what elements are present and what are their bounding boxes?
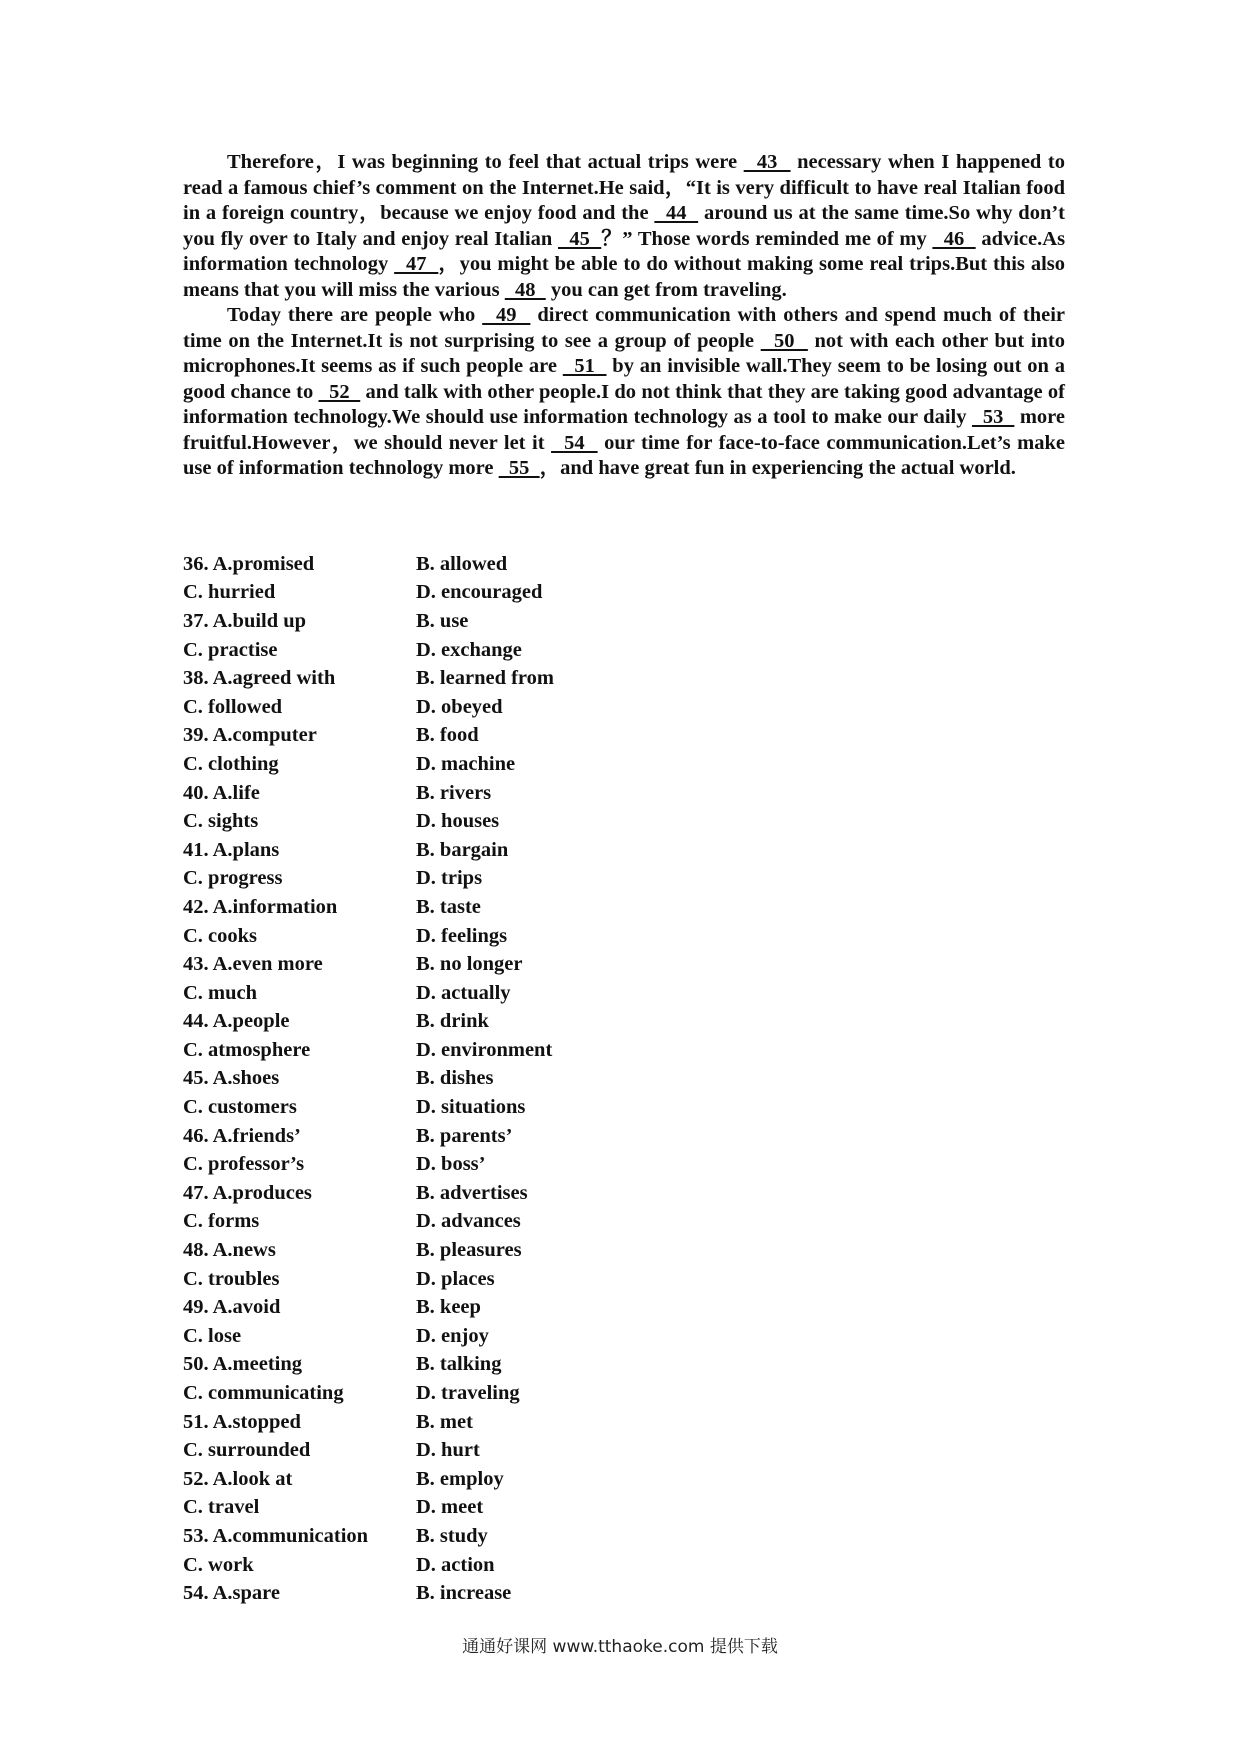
option-right: D. feelings [416,924,508,947]
answer-options [183,550,783,1608]
option-left: 39. A.computer [183,724,317,747]
option-row [183,779,783,808]
option-right: D. obeyed [416,695,503,718]
option-row [183,1093,783,1122]
passage-paragraph-1 [183,150,1065,303]
option-left: 47. A.produces [183,1181,312,1204]
option-row [183,1208,783,1237]
blank-45: 45 [558,227,602,250]
option-right: D. machine [416,752,516,775]
option-row [183,579,783,608]
option-row [183,922,783,951]
passage-text: necessary when I happened to read a famous chief’s comment on the Internet.He said，“It is very difficult to have real Italian food in a foreign country，because we enjoy food and the [183,151,1066,224]
passage-text: our time for face-to-face communication.Let’s make use of information technology more [183,431,1065,479]
option-left: 54. A.spare [183,1582,281,1605]
option-left: C. progress [183,867,283,890]
blank-51: 51 [562,355,607,377]
option-right: B. rivers [416,781,492,804]
option-row [183,1551,783,1580]
option-row [183,1379,783,1408]
option-row [183,1265,783,1294]
option-row [183,865,783,894]
cloze-passage [183,150,1065,482]
blank-54: 54 [551,431,598,454]
option-row [183,693,783,722]
blank-50: 50 [760,329,808,352]
option-left: C. sights [183,810,259,833]
option-row [183,1150,783,1179]
passage-text: and talk with other people.I do not think that they are taking good advantage of information technology.We should use information technology as a tool to make our daily [183,380,1065,428]
option-row [183,807,783,836]
option-left: 36. A.promised [183,552,315,575]
blank-47: 47 [394,253,439,275]
option-row [183,1036,783,1065]
option-row [183,1465,783,1494]
blank-53: 53 [971,406,1015,428]
blank-48: 48 [504,278,546,301]
option-right: D. meet [416,1496,484,1519]
option-row [183,1494,783,1523]
option-left: C. clothing [183,752,279,775]
option-right: B. increase [416,1582,512,1605]
option-right: D. exchange [416,638,522,661]
page-footer: 通通好课网 www.tthaoke.com 提供下载 [462,1637,778,1657]
passage-text: direct communication with others and spend much of their time on the Internet.It is not surprising to see a group of people [183,304,1065,352]
option-right: B. allowed [416,552,508,575]
option-row [183,1179,783,1208]
blank-49: 49 [482,304,531,326]
option-right: B. talking [416,1353,502,1376]
option-left: C. troubles [183,1267,280,1290]
option-right: D. environment [416,1038,553,1061]
blank-46: 46 [932,227,976,250]
option-right: B. use [416,609,469,632]
option-left: C. cooks [183,924,258,947]
option-right: B. advertises [416,1181,528,1204]
option-right: B. study [416,1524,488,1547]
option-left: C. communicating [183,1382,344,1405]
option-row [183,1065,783,1094]
option-left: 37. A.build up [183,609,307,632]
option-left: 52. A.look at [183,1467,293,1490]
option-row [183,1293,783,1322]
option-left: 44. A.people [183,1010,290,1033]
option-right: D. houses [416,810,500,833]
option-right: B. taste [416,895,481,918]
option-right: D. encouraged [416,581,543,604]
option-left: 43. A.even more [183,953,323,976]
passage-text: ，you might be able to do without making some real trips.But this also means that you will miss the various [183,253,1065,301]
option-row [183,1351,783,1380]
option-left: C. atmosphere [183,1038,311,1061]
passage-text: ，and have great fun in experiencing the actual world. [539,457,1016,479]
option-left: 42. A.information [183,895,338,918]
option-right: D. boss’ [416,1153,486,1176]
option-right: B. parents’ [416,1124,513,1147]
option-left: C. professor’s [183,1153,305,1176]
option-left: 41. A.plans [183,838,280,861]
option-row [183,950,783,979]
passage-text: Therefore，I was beginning to feel that actual trips were [227,151,744,173]
option-right: B. pleasures [416,1239,522,1262]
blank-55: 55 [498,457,540,479]
passage-text: advice.As information technology [183,227,1066,275]
option-left: C. followed [183,695,283,718]
option-row [183,1122,783,1151]
option-right: D. trips [416,867,483,890]
option-row [183,664,783,693]
option-row [183,1522,783,1551]
option-row [183,750,783,779]
option-right: B. bargain [416,838,509,861]
option-left: 48. A.news [183,1239,276,1262]
option-right: D. action [416,1553,495,1576]
option-right: B. employ [416,1467,504,1490]
option-left: 38. A.agreed with [183,667,336,690]
option-right: D. advances [416,1210,521,1233]
option-left: 51. A.stopped [183,1410,301,1433]
option-row [183,1436,783,1465]
option-row [183,636,783,665]
option-row [183,1408,783,1437]
option-left: 45. A.shoes [183,1067,280,1090]
option-right: D. traveling [416,1382,520,1405]
option-row [183,550,783,579]
option-right: D. enjoy [416,1324,489,1347]
blank-52: 52 [318,380,361,403]
passage-text: Today there are people who [227,304,483,326]
option-right: B. keep [416,1296,481,1319]
option-left: C. travel [183,1496,260,1519]
option-left: 40. A.life [183,781,260,804]
option-left: C. work [183,1553,254,1576]
option-left: C. lose [183,1324,242,1347]
option-right: B. food [416,724,479,747]
option-row [183,893,783,922]
option-left: C. forms [183,1210,260,1233]
option-left: C. much [183,981,258,1004]
option-left: 53. A.communication [183,1524,369,1547]
option-row [183,1236,783,1265]
option-right: D. places [416,1267,495,1290]
passage-text: by an invisible wall.They seem to be losing out on a good chance to [183,355,1065,403]
option-row [183,1579,783,1608]
option-row [183,1322,783,1351]
option-left: C. customers [183,1096,297,1119]
passage-text: ？” Those words reminded me of my [601,227,933,250]
option-right: B. dishes [416,1067,494,1090]
passage-text: you can get from traveling. [545,278,787,301]
option-left: 49. A.avoid [183,1296,281,1319]
option-row [183,836,783,865]
blank-44: 44 [654,202,699,224]
option-row [183,607,783,636]
option-right: B. learned from [416,667,554,690]
passage-text: more fruitful.However，we should never let it [183,406,1066,454]
option-right: D. situations [416,1096,526,1119]
option-row [183,722,783,751]
option-right: D. actually [416,981,511,1004]
option-row [183,1008,783,1037]
option-right: B. met [416,1410,473,1433]
passage-text: not with each other but into microphones.It seems as if such people are [183,329,1066,377]
passage-paragraph-2 [183,303,1065,482]
option-left: C. surrounded [183,1439,311,1462]
option-left: 46. A.friends’ [183,1124,301,1147]
option-left: 50. A.meeting [183,1353,302,1376]
blank-43: 43 [743,151,791,173]
passage-text: around us at the same time.So why don’t you fly over to Italy and enjoy real Italian [183,202,1065,250]
option-left: C. practise [183,638,278,661]
option-right: D. hurt [416,1439,480,1462]
option-left: C. hurried [183,581,276,604]
option-right: B. drink [416,1010,489,1033]
option-row [183,979,783,1008]
option-right: B. no longer [416,953,523,976]
